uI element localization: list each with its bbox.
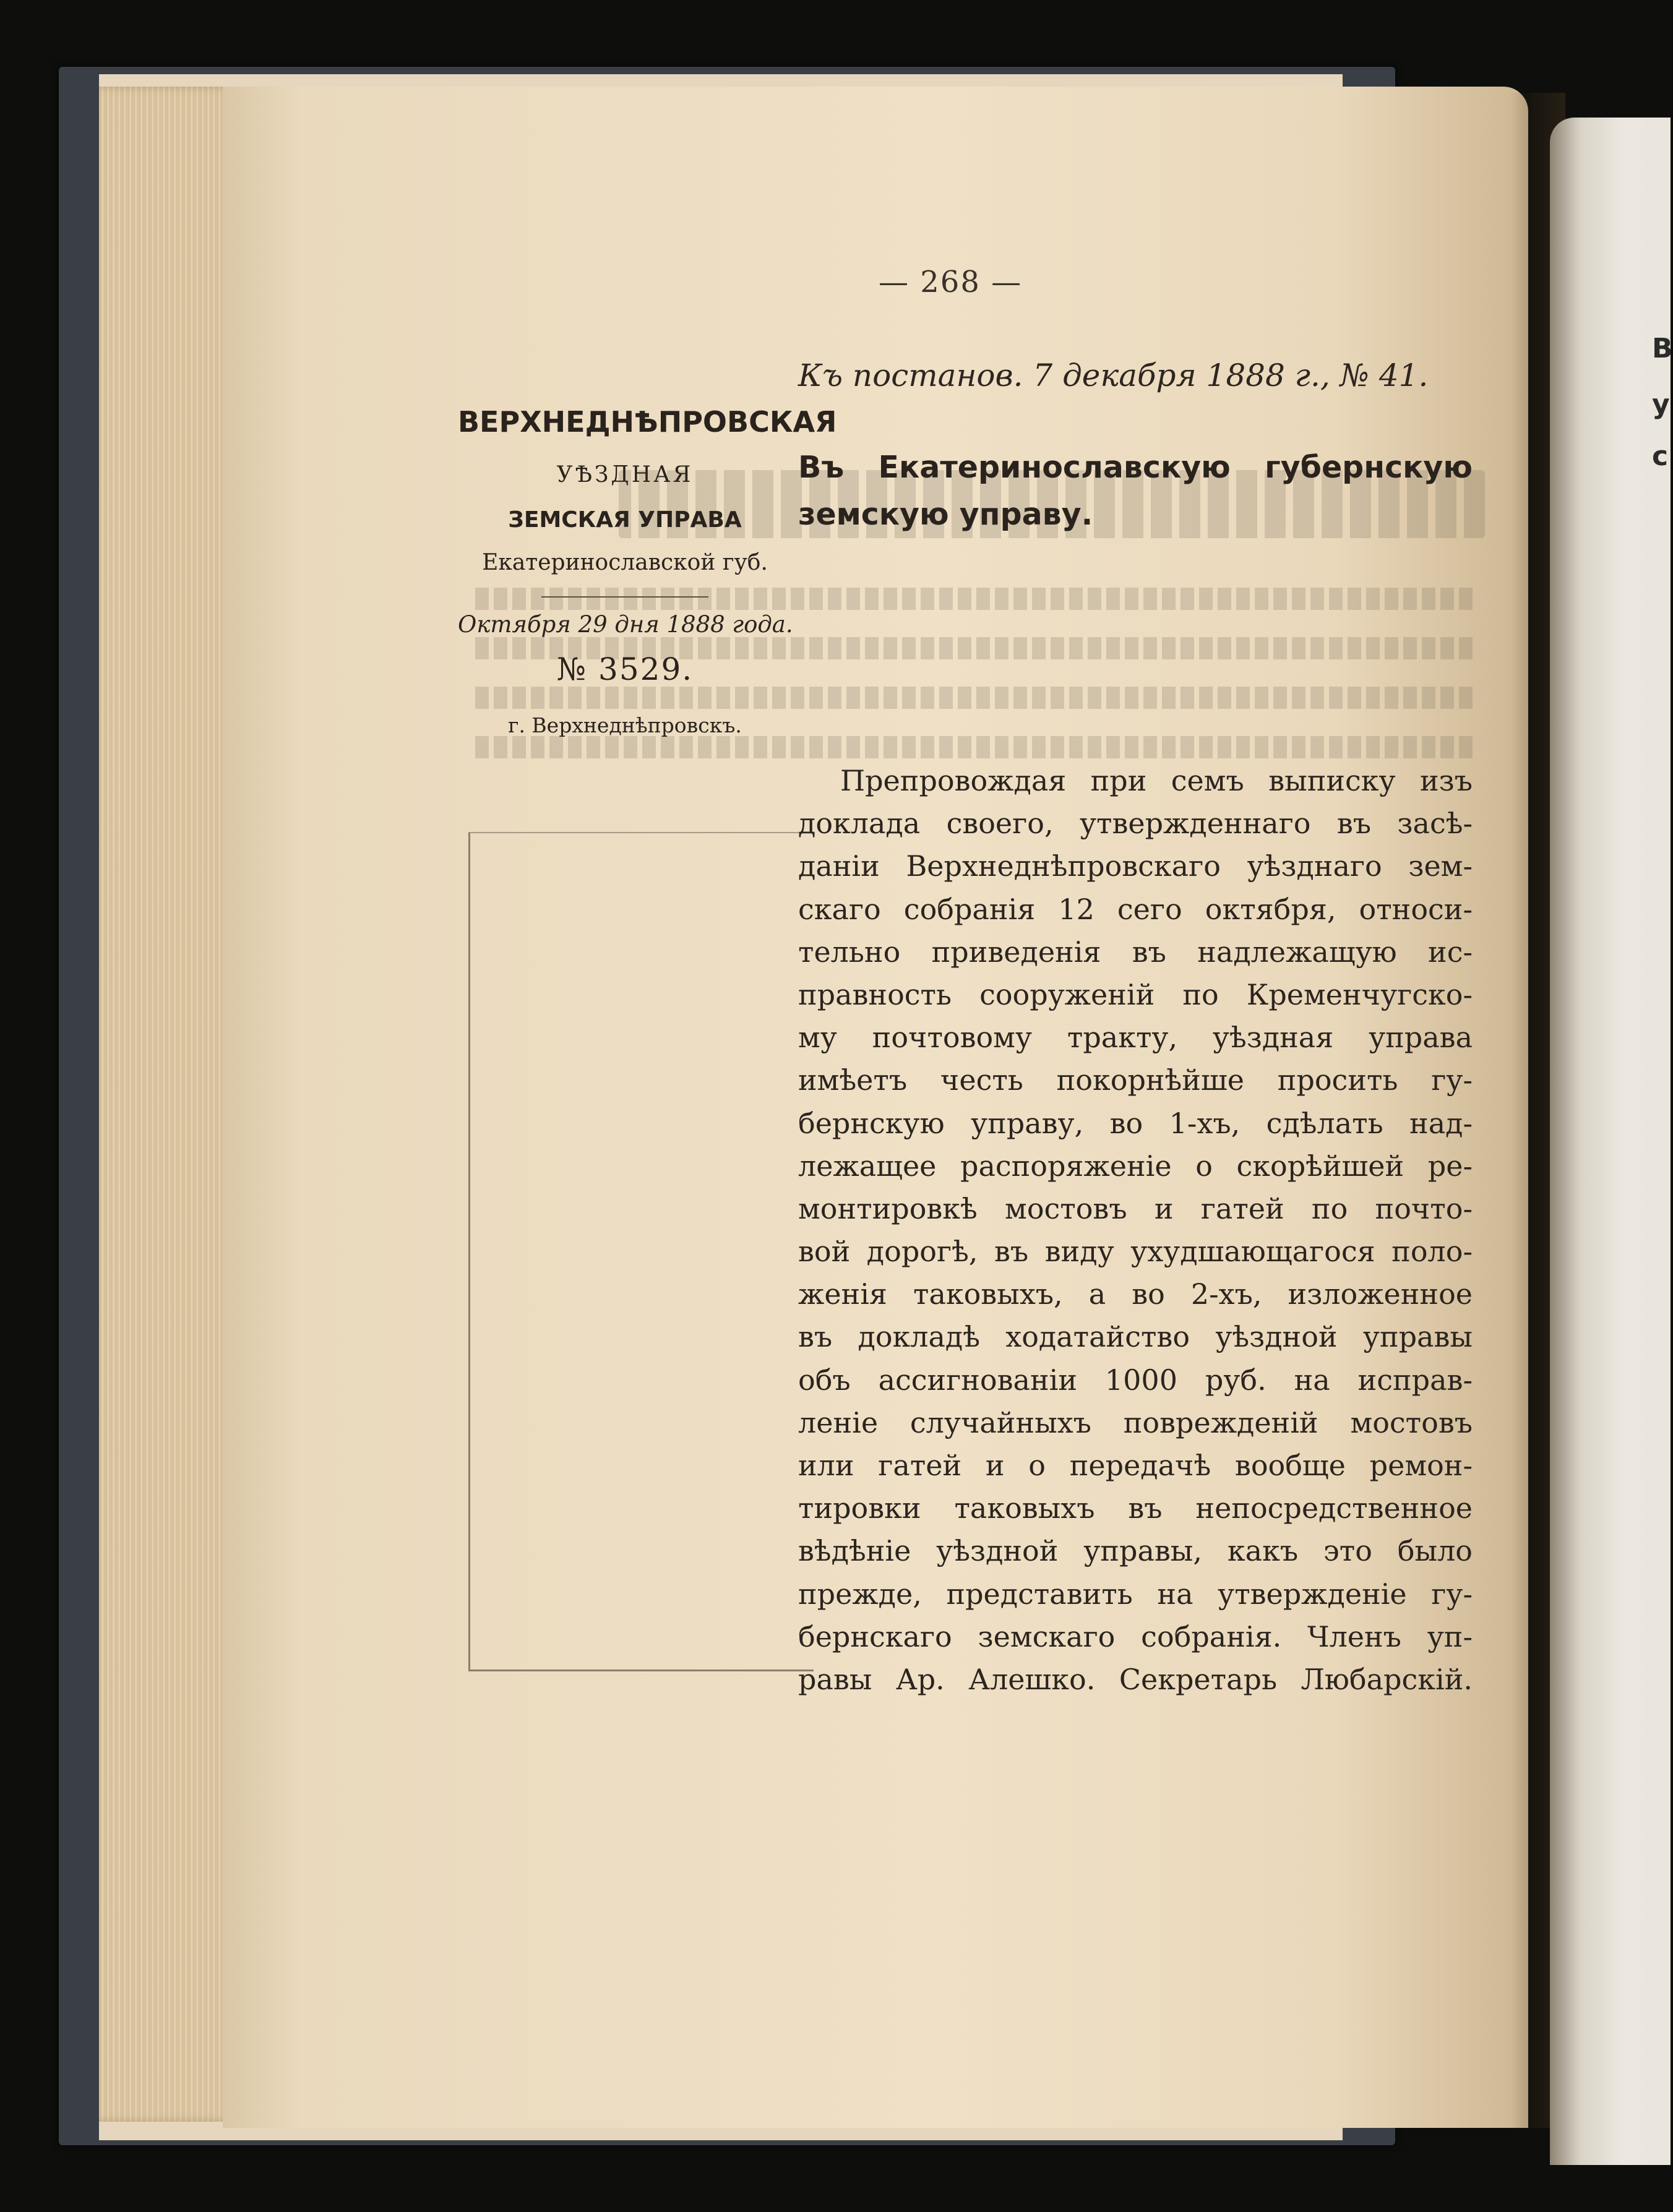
facing-page-fragment: с (1652, 440, 1669, 472)
margin-rule-box (468, 832, 814, 1671)
body-line: тировки таковыхъ въ непосредственное (798, 1491, 1473, 1525)
facing-page-fragment: В (1652, 333, 1673, 364)
body-line: даніи Верхнеднѣпровскаго уѣзднаго зем- (798, 849, 1473, 883)
body-line: Препровождая при семъ выписку изъ (840, 764, 1473, 797)
body-line: лежащее распоряженіе о скорѣйшей ре- (798, 1149, 1473, 1183)
body-line: равы Ар. Алешко. Секретарь Любарскій. (798, 1662, 1473, 1696)
body-line: вѣдѣніе уѣздной управы, какъ это было (798, 1534, 1473, 1568)
sender-block (458, 396, 837, 737)
letter-number: № 3529. (556, 651, 694, 687)
divider (541, 596, 708, 598)
body-line: тельно приведенія въ надлежащую ис- (798, 935, 1473, 969)
letter-body (798, 760, 1473, 1701)
sender-name: ВЕРХНЕДНѢПРОВСКАЯ (458, 405, 837, 439)
addressee-line: Въ Екатеринославскую губернскую (798, 450, 1473, 485)
body-line: правность сооруженій по Кременчугско- (798, 977, 1473, 1011)
facing-page (1550, 118, 1671, 2165)
body-line: скаго собранія 12 сего октября, относи- (798, 892, 1473, 926)
sender-type: УѢЗДНАЯ (556, 462, 694, 487)
body-line: бернскаго земскаго собранія. Членъ уп- (798, 1619, 1473, 1653)
body-line: объ ассигнованіи 1000 руб. на исправ- (798, 1363, 1473, 1397)
sender-place: г. Верхнеднѣпровскъ. (508, 713, 742, 737)
addressee (798, 444, 1473, 538)
body-line: монтировкѣ мостовъ и гатей по почто- (798, 1191, 1473, 1225)
addressee-line: земскую управу. (798, 497, 1093, 532)
sender-province: Екатеринославской губ. (482, 550, 768, 575)
letter-date: Октября 29 дня 1888 года. (458, 611, 793, 638)
resolution-reference: Къ постанов. 7 декабря 1888 г., № 41. (798, 358, 1429, 393)
body-line: женія таковыхъ, а во 2-хъ, изложенное (798, 1277, 1473, 1311)
body-line: вой дорогѣ, въ виду ухудшающагося поло- (798, 1235, 1473, 1269)
page-number: — 268 — (879, 265, 1023, 299)
body-line: му почтовому тракту, уѣздная управа (798, 1021, 1473, 1055)
body-line: имѣетъ честь покорнѣйше просить гу- (798, 1063, 1473, 1097)
body-line: бернскую управу, во 1-хъ, сдѣлать над- (798, 1106, 1473, 1140)
body-line: въ докладѣ ходатайство уѣздной управы (798, 1320, 1473, 1354)
page-edges (99, 87, 235, 2122)
sender-body: ЗЕМСКАЯ УПРАВА (508, 507, 742, 533)
body-line: леніе случайныхъ поврежденій мостовъ (798, 1405, 1473, 1439)
body-line: или гатей и о передачѣ вообще ремон- (798, 1449, 1473, 1482)
body-line: прежде, представить на утвержденіе гу- (798, 1577, 1473, 1611)
facing-page-fragment: у (1652, 388, 1670, 420)
bleed-through-line (470, 736, 1473, 758)
body-line: доклада своего, утвержденнаго въ засѣ- (798, 807, 1473, 841)
